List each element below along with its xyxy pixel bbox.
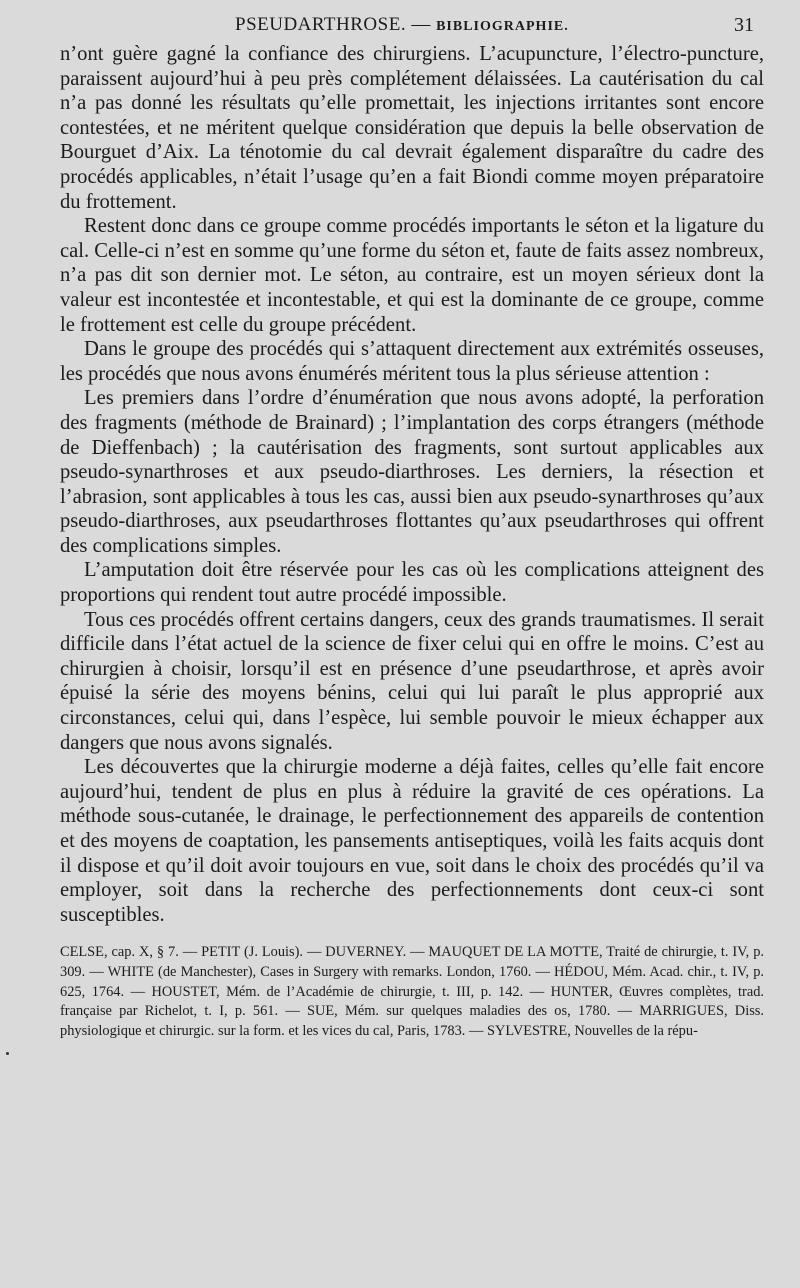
- bibliography: [60, 943, 764, 1042]
- paragraph: Les premiers dans l’ordre d’énumération que nous avons adopté, la perforation des fragments (méthode de Brainard) ; l’implantation des corps étrangers (méthode de Dieffenbach) ; la cautérisation des fragments, sont surtout applicables aux pseudo-synarthroses et aux pseudo-diarthroses. Les derniers, la résection et l’abrasion, sont applicables à tous les cas, aussi bien aux pseudo-synarthroses qu’aux pseudo-diarthroses, aux pseudarthroses flottantes qu’aux pseudarthroses qui offrent des complications simples.: [60, 387, 764, 557]
- bibliography-text: CELSE, cap. X, § 7. — PETIT (J. Louis). — DUVERNEY. — MAUQUET DE LA MOTTE, Traité de chirurgie, t. IV, p. 309. — WHITE (de Manchester), Cases in Surgery with remarks. London, 1760. — HÉDOU, Mém. Acad. chir., t. IV, p. 625, 1764. — HOUSTET, Mém. de l’Académie de chirurgie, t. III, p. 142. — HUNTER, Œuvres complètes, trad. française par Richelot, t. I, p. 561. — SUE, Mém. sur quelques maladies des os, 1780. — MARRIGUES, Diss. physiologique et chirurgic. sur la form. et les vices du cal, Paris, 1783. — SYLVESTRE, Nouvelles de la répu-: [60, 944, 764, 1040]
- main-text: [60, 42, 764, 927]
- running-title-section: BIBLIOGRAPHIE.: [436, 19, 569, 34]
- paragraph: Restent donc dans ce groupe comme procédés importants le séton et la ligature du cal. Celle-ci n’est en somme qu’une forme du séton et, faute de faits assez nombreux, n’a pas dit son dernier mot. Le séton, au contraire, est un moyen sérieux dont la valeur est incontestée et incontestable, et qui est la dominante de ce groupe, comme le frottement est celle du groupe précédent.: [60, 215, 764, 336]
- paragraph: Dans le groupe des procédés qui s’attaquent directement aux extrémités osseuses, les procédés que nous avons énumérés méritent tous la plus sérieuse attention :: [60, 338, 764, 385]
- page-number: 31: [734, 14, 754, 36]
- running-title: [235, 14, 569, 36]
- ink-speck: [6, 1052, 9, 1055]
- paragraph: n’ont guère gagné la confiance des chirurgiens. L’acupuncture, l’électro-puncture, paraissent aujourd’hui à peu près complétement délaissées. La cautérisation du cal n’a pas donné les résultats qu’elle promettait, les injections irritantes sont encore contestées, et ne méritent quelque considération que depuis la belle observation de Bourguet d’Aix. La ténotomie du cal devrait également disparaître du cadre des procédés applicables, n’était l’usage qu’en a fait Biondi comme moyen préparatoire du frottement.: [60, 43, 764, 213]
- paragraph: L’amputation doit être réservée pour les cas où les complications atteignent des proportions qui rendent tout autre procédé impossible.: [60, 559, 764, 607]
- paragraph: Les découvertes que la chirurgie moderne a déjà faites, celles qu’elle fait encore aujourd’hui, tendent de plus en plus à réduire la gravité de ces opérations. La méthode sous-cutanée, le drainage, le perfectionnement des appareils de contention et des moyens de coaptation, les pansements antiseptiques, voilà les faits acquis dont il dispose et qu’il doit avoir toujours en vue, soit dans le choix des procédés qu’il va employer, soit dans la recherche des perfectionnements dont ceux-ci sont susceptibles.: [60, 756, 764, 926]
- running-title-main: PSEUDARTHROSE. —: [235, 14, 431, 35]
- paragraph: Tous ces procédés offrent certains dangers, ceux des grands traumatismes. Il serait difficile dans l’état actuel de la science de fixer celui qui en offre le moins. C’est au chirurgien à choisir, lorsqu’il est en présence d’une pseudarthrose, et après avoir épuisé la série des moyens bénins, celui qui lui paraît le plus approprié aux circonstances, celui qui, dans l’espèce, lui semble pouvoir le mieux échapper aux dangers que nous avons signalés.: [60, 608, 764, 754]
- running-header: [60, 12, 764, 42]
